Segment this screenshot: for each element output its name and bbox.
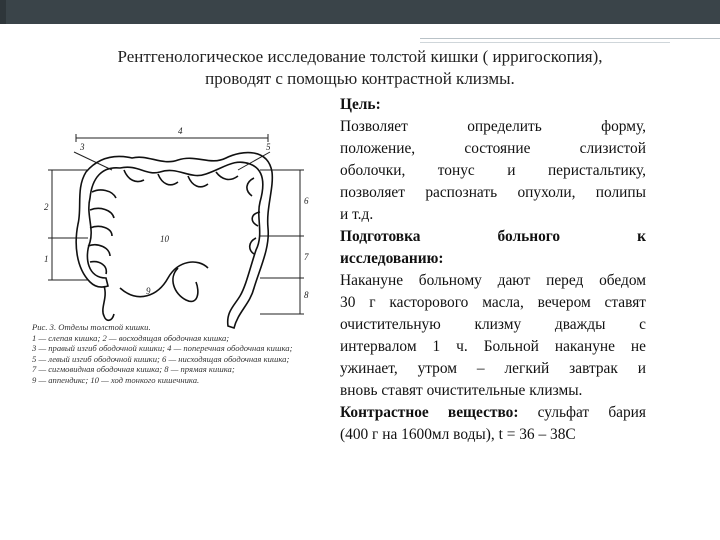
colon-outline <box>76 153 272 328</box>
top-bar-accent <box>0 0 6 24</box>
goal-line-1: Позволяет определить форму, <box>340 118 646 135</box>
diagram-label-7: 7 <box>304 252 309 262</box>
goal-line-2: положение, состояние слизистой <box>340 140 646 157</box>
caption-line-3: 3 — правый изгиб ободочной кишки; 4 — поперечная ободочная кишка; <box>32 343 293 353</box>
diagram-label-6: 6 <box>304 196 309 206</box>
diagram-label-2: 2 <box>44 202 49 212</box>
decorative-rule <box>420 38 720 39</box>
contrast-heading: Контрастное вещество: <box>340 404 519 421</box>
caption-line-4: 5 — левый изгиб ободочной кишки; 6 — нисходящая ободочная кишка; <box>32 353 290 364</box>
diagram-label-8: 8 <box>304 290 309 300</box>
prep-line-3: очистительную клизму дважды с <box>340 316 646 333</box>
contrast-line-1 <box>340 402 646 424</box>
diagram-label-3: 3 <box>80 142 85 152</box>
title-line-2: проводят с помощью контрастной клизмы. <box>205 69 515 88</box>
diagram-label-10: 10 <box>160 234 169 244</box>
caption-line-2: 1 — слепая кишка; 2 — восходящая ободочная кишка; <box>32 332 230 343</box>
prep-line-1: Накануне больному дают перед обедом <box>340 272 646 289</box>
goal-line-3: оболочки, тонус и перистальтику, <box>340 162 646 179</box>
goal-heading: Цель: <box>340 96 381 113</box>
prep-line-6: вновь ставят очистительные клизмы. <box>340 382 583 399</box>
prep-line-2: 30 г касторового масла, вечером ставят <box>340 294 646 311</box>
prep-line-5: ужинает, утром – легкий завтрак и <box>340 360 646 377</box>
diagram-label-9: 9 <box>146 286 151 296</box>
diagram-label-4: 4 <box>178 126 183 136</box>
diagram-label-5: 5 <box>266 142 271 152</box>
title-line-1: Рентгенологическое исследование толстой кишки ( ирригоскопия), <box>117 47 603 66</box>
diagram-label-1: 1 <box>44 254 49 264</box>
description-text <box>340 94 646 446</box>
contrast-value: сульфат бария <box>518 404 646 421</box>
decorative-rule-secondary <box>420 42 670 43</box>
slide-title <box>40 46 680 90</box>
contrast-line-2: (400 г на 1600мл воды), t = 36 – 38C <box>340 426 576 443</box>
prep-line-4: интервалом 1 ч. Больной накануне не <box>340 338 646 355</box>
prep-heading-line-1: Подготовка больного к <box>340 228 646 245</box>
goal-line-4: позволяет распознать опухоли, полипы <box>340 184 646 201</box>
goal-line-5: и т.д. <box>340 206 374 223</box>
caption-line-1: Рис. 3. Отделы толстой кишки. <box>32 322 151 332</box>
prep-heading-line-2: исследованию: <box>340 250 444 267</box>
caption-line-5: 7 — сигмовидная ободочная кишка; 8 — прямая кишка; <box>32 364 235 374</box>
caption-line-6: 9 — аппендикс; 10 — ход тонкого кишечника. <box>32 374 200 385</box>
figure-caption <box>32 322 332 385</box>
slide-top-bar <box>0 0 720 24</box>
